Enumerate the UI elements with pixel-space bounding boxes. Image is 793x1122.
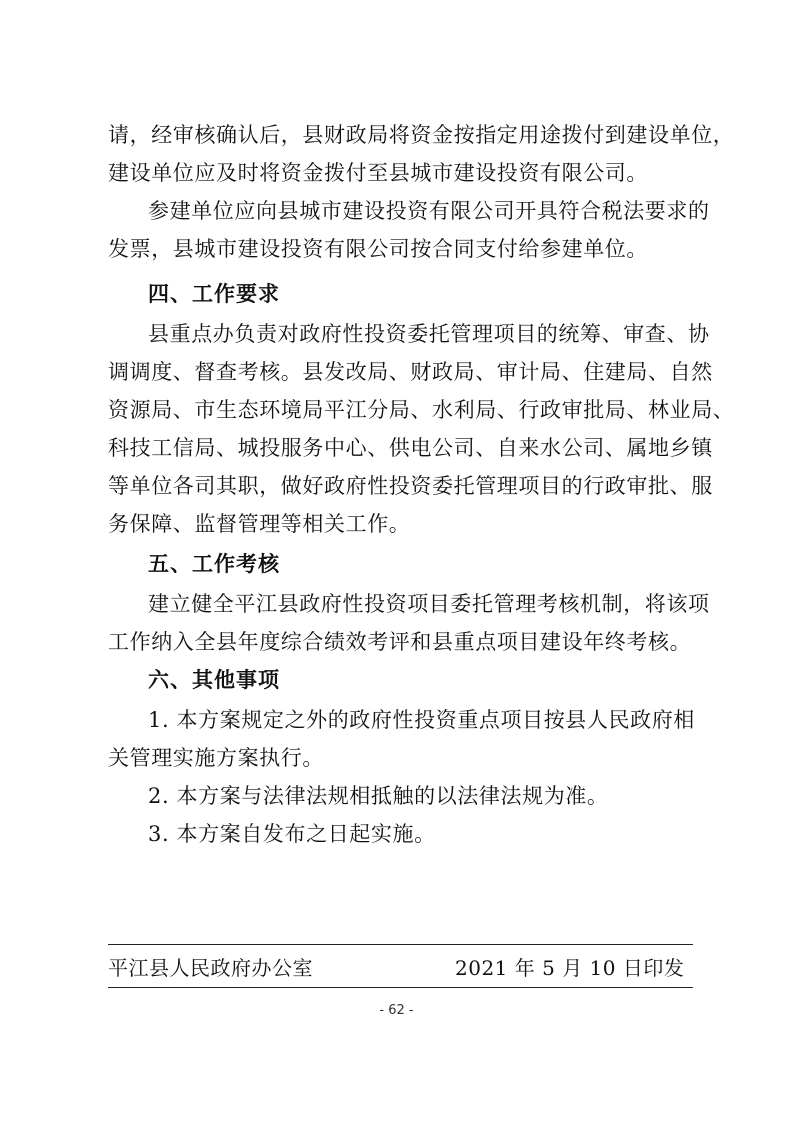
section4-line-6: 务保障、监督管理等相关工作。 — [108, 512, 411, 536]
section-heading-work-requirements: 四、工作要求 — [148, 282, 280, 306]
section4-line-1: 县重点办负责对政府性投资委托管理项目的统筹、审查、协 — [148, 322, 710, 346]
section6-item-1-line-2: 关管理实施方案执行。 — [108, 746, 324, 770]
section4-line-3: 资源局、市生态环境局平江分局、水利局、行政审批局、林业局、 — [108, 398, 735, 422]
section4-line-5: 等单位各司其职，做好政府性投资委托管理项目的行政审批、服 — [108, 474, 713, 498]
body-line-1: 请，经审核确认后，县财政局将资金按指定用途拨付到建设单位， — [108, 123, 735, 147]
footer-bottom-rule — [108, 987, 693, 988]
page-number: - 62 - — [379, 1003, 414, 1018]
footer-issuer: 平江县人民政府办公室 — [108, 956, 313, 980]
section6-item-1-line-1: 1. 本方案规定之外的政府性投资重点项目按县人民政府相 — [148, 708, 695, 732]
body-line-4: 发票，县城市建设投资有限公司按合同支付给参建单位。 — [108, 237, 648, 261]
body-line-2: 建设单位应及时将资金拨付至县城市建设投资有限公司。 — [108, 161, 648, 185]
section-heading-work-assessment: 五、工作考核 — [148, 552, 280, 576]
footer-top-rule — [108, 944, 693, 945]
section5-line-2: 工作纳入全县年度综合绩效考评和县重点项目建设年终考核。 — [108, 630, 692, 654]
footer-print-date: 2021 年 5 月 10 日印发 — [455, 956, 685, 980]
section6-item-3: 3. 本方案自发布之日起实施。 — [148, 822, 436, 846]
body-line-3: 参建单位应向县城市建设投资有限公司开具符合税法要求的 — [148, 199, 710, 223]
section4-line-2: 调调度、督查考核。县发改局、财政局、审计局、住建局、自然 — [108, 360, 713, 384]
section5-line-1: 建立健全平江县政府性投资项目委托管理考核机制，将该项 — [148, 592, 710, 616]
section4-line-4: 科技工信局、城投服务中心、供电公司、自来水公司、属地乡镇 — [108, 436, 713, 460]
section-heading-other-matters: 六、其他事项 — [148, 668, 280, 692]
section6-item-2: 2. 本方案与法律法规相抵触的以法律法规为准。 — [148, 784, 609, 808]
